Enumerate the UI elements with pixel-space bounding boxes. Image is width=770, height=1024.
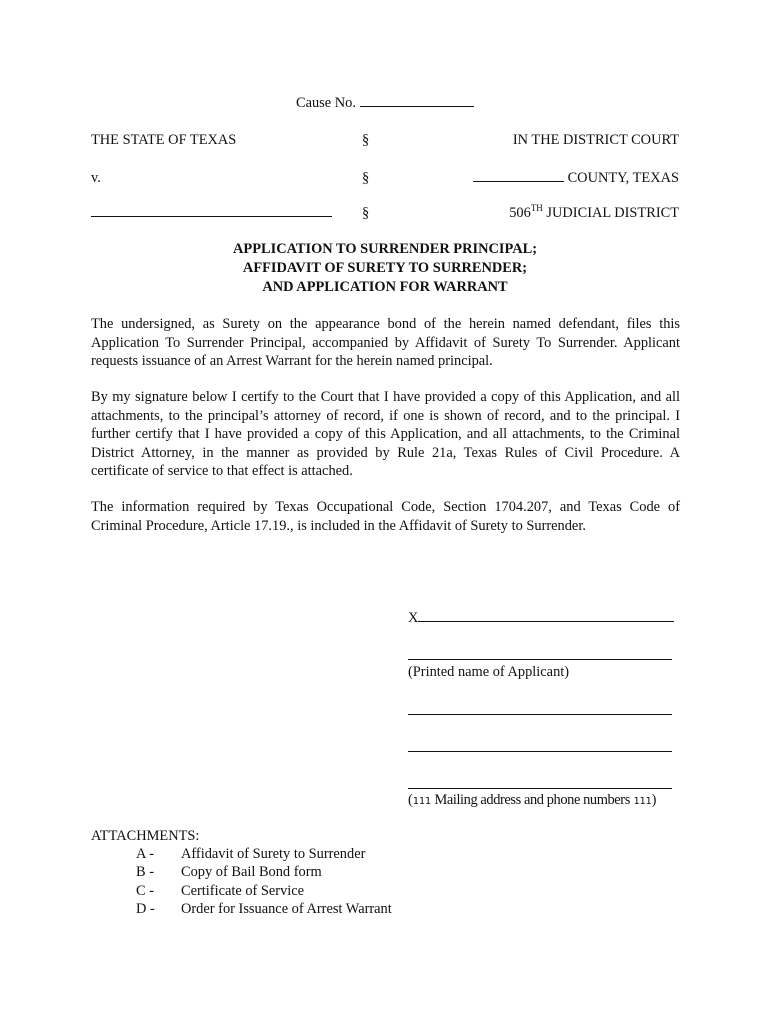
section-symbol-1: § [362,132,370,148]
attachments-heading: ATTACHMENTS: [91,828,200,844]
attachment-letter: D - [136,901,155,917]
attachment-letter: B - [136,864,154,880]
county-suffix: COUNTY, TEXAS [567,170,679,186]
caption-left-state: THE STATE OF TEXAS [91,132,237,148]
cause-number-line [296,94,474,112]
address-label-open: ( [408,792,413,808]
county-blank [473,169,564,182]
section-symbol-2: § [362,170,370,186]
address-line-3 [408,788,672,789]
attachment-item [136,863,322,881]
title-line-3: AND APPLICATION FOR WARRANT [262,279,508,295]
paragraph-2: By my signature below I certify to the Court that I have provided a copy of this Application, and all attachments, to the principal’s attorney of record, if one is shown of record, and to the principal. I further certify that I have provided a copy of this Application, and all attachments, to the Criminal District Attorney, in the manner as provided by Rule 21a, Texas Rules of Civil Procedure. A certificate of service to that effect is attached. [91,389,680,480]
title-line-2: AFFIDAVIT OF SURETY TO SURRENDER; [242,260,528,276]
attachment-item [136,845,365,863]
attachment-item [136,900,392,918]
title-line-1: APPLICATION TO SURRENDER PRINCIPAL; [233,241,537,257]
attachment-item [136,882,304,900]
paragraph-1: The undersigned, as Surety on the appearance bond of the herein named defendant, files this Application To Surrender Principal, accompanied by Affidavit of Surety To Surrender. Applicant requests issuance of an Arrest Warrant for the herein named principal. [91,316,680,370]
attachment-letter: C - [136,883,154,899]
cause-number-blank [360,94,474,107]
section-symbol-3: § [362,205,370,221]
attachment-text: Copy of Bail Bond form [181,864,322,880]
address-label-text: Mailing address and phone numbers [434,792,630,808]
attachment-text: Certificate of Service [181,883,305,899]
address-symbols-right: 111 [633,796,652,807]
address-label [408,791,656,811]
signature-x-mark: X [408,610,419,626]
attachment-text: Affidavit of Surety to Surrender [181,846,366,862]
address-label-close: ) [651,792,657,808]
caption-right-county [473,169,679,187]
district-superscript: TH [530,203,543,214]
address-line-1 [408,714,672,715]
paragraph-3: The information required by Texas Occupational Code, Section 1704.207, and Texas Code of Criminal Procedure, Article 17.19., is included in the Affidavit of Surety to Surrender. [91,499,680,534]
attachment-letter: A - [136,846,154,862]
attachment-text: Order for Issuance of Arrest Warrant [181,901,392,917]
signature-blank [418,609,674,622]
district-suffix: JUDICIAL DISTRICT [546,205,679,221]
printed-name-line [408,659,672,660]
cause-number-label: Cause No. [296,95,356,111]
signature-line [408,609,674,627]
defendant-name-blank [91,204,332,217]
caption-right-court: IN THE DISTRICT COURT [512,132,679,148]
printed-name-label: (Printed name of Applicant) [408,664,570,680]
address-symbols-left: 111 [412,796,431,807]
district-number: 506 [509,205,531,221]
caption-right-district [509,204,679,222]
caption-left-defendant [91,204,332,222]
address-line-2 [408,751,672,752]
caption-left-versus: v. [91,170,101,186]
